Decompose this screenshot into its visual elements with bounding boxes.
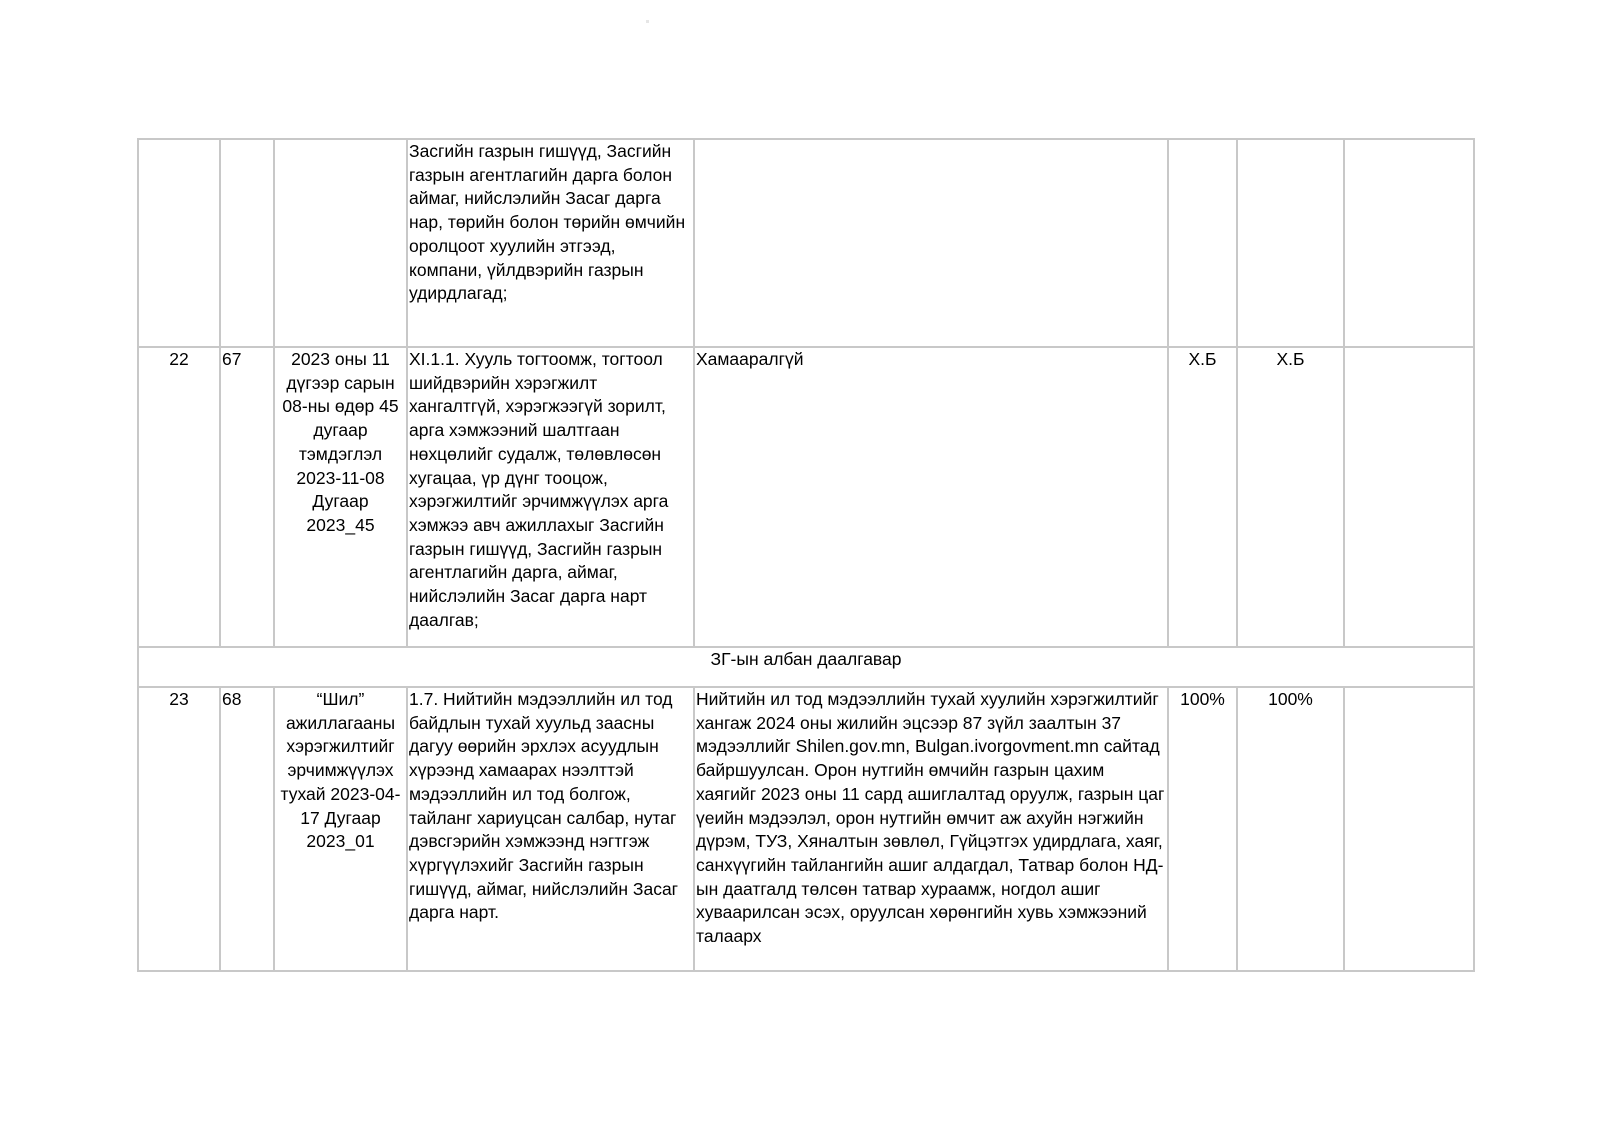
row-number-cell: [138, 139, 220, 347]
table-row: [138, 687, 1474, 971]
task-cell: XI.1.1. Хууль тогтоомж, тогтоол шийдвэрийн хэрэгжилт хангалтгүй, хэрэгжээгүй зорилт, арга хэмжээний шалтгаан нөхцөлийг судалж, төлөвлөсөн хугацаа, үр дүнг тооцож, хэрэгжилтийг эрчимжүүлэх арга хэмжээ авч ажиллахыг Засгийн газрын гишүүд, Засгийн газрын агентлагийн дарга, аймаг, нийслэлийн Засаг дарга нарт даалгав;: [407, 347, 694, 647]
score-cell: [1237, 139, 1344, 347]
task-cell: 1.7. Нийтийн мэдээллийн ил тод байдлын тухай хуульд заасны дагуу өөрийн эрхлэх асуудлын хүрээнд хамаарах нээлттэй мэдээллийн ил тод болгож, тайланг хариуцсан салбар, нутаг дэвсгэрийн хэмжээнд нэгтгэж хүргүүлэхийг Засгийн газрын гишүүд, аймаг, нийслэлийн Засаг дарга нарт.: [407, 687, 694, 971]
row-number-cell: 23: [138, 687, 220, 971]
score-cell: 100%: [1237, 687, 1344, 971]
score-cell: Х.Б: [1237, 347, 1344, 647]
page-mark: [646, 20, 649, 23]
decision-cell: [274, 139, 407, 347]
report-cell: Нийтийн ил тод мэдээллийн тухай хуулийн хэрэгжилтийг хангаж 2024 оны жилийн эцсээр 87 зүйл заалтын 37 мэдээллийг Shilen.gov.mn, Bulgan.ivorgovment.mn сайтад байршуулсан. Орон нутгийн өмчийн газрын цахим хаягийг 2023 оны 11 сард ашиглалтад оруулж, газрын цаг үеийн мэдээлэл, орон нутгийн өмчит аж ахуйн нэгжийн дүрэм, ТУЗ, Хяналтын зөвлөл, Гүйцэтгэх удирдлага, хаяг, санхүүгийн тайлангийн ашиг алдагдал, Татвар болон НД-ын даатгалд төлсөн татвар хураамж, ногдол ашиг хуваарилсан эсэх, оруулсан хөрөнгийн хувь хэмжээний талаарх: [694, 687, 1168, 971]
decision-cell: 2023 оны 11 дүгээр сарын 08-ны өдөр 45 дугаар тэмдэглэл 2023-11-08 Дугаар 2023_45: [274, 347, 407, 647]
empty-cell: [1344, 687, 1474, 971]
row-number-cell: 22: [138, 347, 220, 647]
sub-number-cell: [220, 139, 274, 347]
empty-cell: [1344, 347, 1474, 647]
table-row: [138, 139, 1474, 347]
task-cell: Засгийн газрын гишүүд, Засгийн газрын агентлагийн дарга болон аймаг, нийслэлийн Засаг дарга нар, төрийн болон төрийн өмчийн оролцоот хуулийн этгээд, компани, үйлдвэрийн газрын удирдлагад;: [407, 139, 694, 347]
report-cell: Хамааралгүй: [694, 347, 1168, 647]
report-cell: [694, 139, 1168, 347]
score-cell: 100%: [1168, 687, 1237, 971]
empty-cell: [1344, 139, 1474, 347]
decision-cell: “Шил” ажиллагааны хэрэгжилтийг эрчимжүүлэх тухай 2023-04-17 Дугаар 2023_01: [274, 687, 407, 971]
sub-number-cell: 67: [220, 347, 274, 647]
score-cell: [1168, 139, 1237, 347]
section-title: ЗГ-ын албан даалгавар: [138, 647, 1474, 687]
score-cell: Х.Б: [1168, 347, 1237, 647]
report-table: [137, 138, 1475, 972]
sub-number-cell: 68: [220, 687, 274, 971]
table-row: [138, 347, 1474, 647]
section-row: [138, 647, 1474, 687]
